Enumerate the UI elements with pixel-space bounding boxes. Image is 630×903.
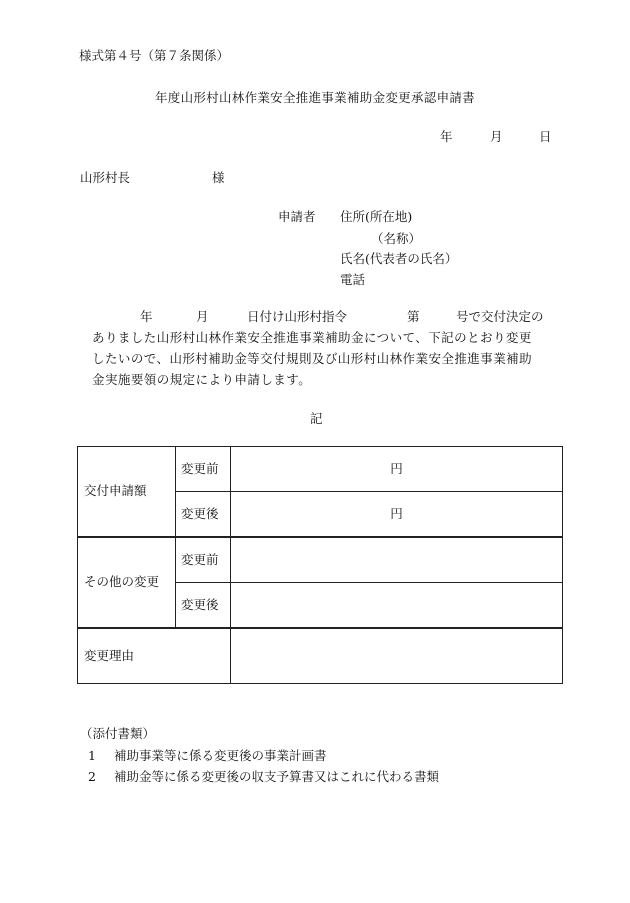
ki-heading: 記 — [310, 411, 323, 426]
body-line-1 — [92, 311, 554, 325]
body-directive: 日付け山形村指令 — [247, 309, 348, 324]
attachment-number: 2 — [88, 769, 96, 784]
body-line-2: ありました山形村山林作業安全推進事業補助金について、下記のとおり変更 — [92, 330, 532, 345]
yen-unit: 円 — [390, 460, 403, 476]
before-change-label: 変更前 — [176, 537, 231, 583]
address-label: 住所(所在地) — [340, 209, 413, 224]
document-title: 年度山形村山林作業安全推進事業補助金変更承認申請書 — [154, 90, 475, 105]
change-table — [77, 446, 563, 684]
table-row — [78, 628, 563, 684]
representative-name-label: 氏名(代表者の氏名） — [340, 251, 458, 266]
applicant-label: 申請者 — [278, 209, 316, 224]
after-change-label: 変更後 — [176, 492, 231, 538]
body-number-prefix: 第 — [407, 309, 420, 324]
grant-amount-label: 交付申請額 — [78, 447, 176, 538]
form-number-label: 様式第４号（第７条関係） — [79, 48, 230, 63]
attachment-text: 補助金等に係る変更後の収支予算書又はこれに代わる書類 — [114, 769, 440, 784]
change-reason-value[interactable] — [231, 628, 563, 684]
recipient-name: 山形村長 — [80, 170, 131, 185]
attachment-text: 補助事業等に係る変更後の事業計画書 — [114, 748, 327, 763]
body-decision: 号で交付決定の — [456, 309, 544, 324]
yen-unit: 円 — [390, 505, 403, 521]
after-change-label: 変更後 — [176, 583, 231, 629]
body-line-4: 金実施要領の規定により申請します。 — [92, 372, 312, 387]
before-change-label: 変更前 — [176, 447, 231, 492]
other-after-value[interactable] — [231, 583, 563, 629]
body-line-3: したいので、山形村補助金等交付規則及び山形村山林作業安全推進事業補助 — [92, 351, 533, 366]
table-row — [78, 447, 563, 492]
change-reason-label: 変更理由 — [78, 628, 231, 684]
attachment-number: 1 — [88, 748, 96, 763]
date-day: 日 — [539, 129, 552, 144]
phone-label: 電話 — [340, 272, 366, 287]
date-month: 月 — [490, 129, 503, 144]
date-line — [440, 131, 552, 145]
grant-after-value[interactable] — [231, 492, 563, 538]
organization-name-label: （名称） — [371, 231, 422, 246]
date-year: 年 — [440, 129, 453, 144]
attachment-item — [88, 750, 327, 763]
grant-before-value[interactable] — [231, 447, 563, 492]
attachment-item — [88, 771, 439, 784]
other-changes-label: その他の変更 — [78, 537, 176, 628]
other-before-value[interactable] — [231, 537, 563, 583]
attachments-title: （添付書類） — [80, 726, 156, 741]
body-month: 月 — [196, 309, 209, 324]
body-year: 年 — [140, 309, 153, 324]
recipient-honorific: 様 — [212, 170, 225, 185]
table-row — [78, 537, 563, 583]
